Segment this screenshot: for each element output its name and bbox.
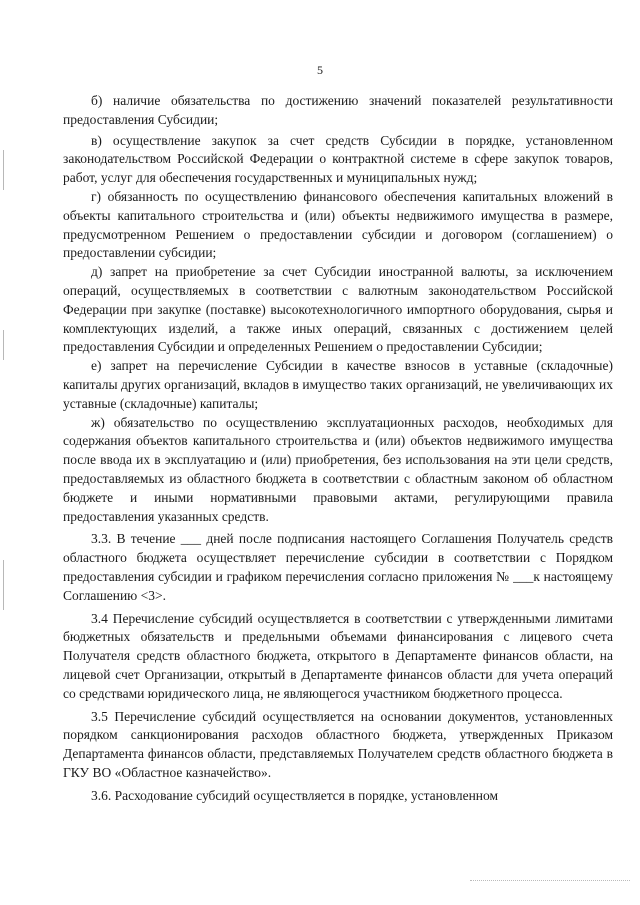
page-number: 5 bbox=[317, 63, 323, 77]
paragraph-item-g: г) обязанность по осуществлению финансового обеспечения капитальных вложений в объекты капитального строительства и (или) объекты недвижимого имущества в размере, предусмотренном Решением о предоставлении субсидии и договором (соглашением) о предоставлении субсидии; bbox=[63, 188, 613, 261]
paragraph-item-e: е) запрет на перечисление Субсидии в качестве взносов в уставные (складочные) капиталы других организаций, вкладов в имущество таких организаций, не увеличивающих их уставные (складочные) капиталы; bbox=[63, 358, 613, 411]
paragraph-item-v: в) осуществление закупок за счет средств Субсидии в порядке, установленном законодательством Российской Федерации о контрактной системе в сфере закупок товаров, работ, услуг для обеспечения государственных и муниципальных нужд; bbox=[63, 132, 613, 186]
paragraph-section-3-4: 3.4 Перечисление субсидий осуществляется в соответствии с утвержденными лимитами бюджетных обязательств и предельными объемами финансирования с лицевого счета Получателя средств областного бюджета, открытого в Департаменте финансов области, на лицевой счет Организации, открытый в Департаменте финансов области для учета операций со средствами юридического лица, не являющегося участником бюджетного процесса. bbox=[63, 610, 613, 701]
paragraph-item-d: д) запрет на приобретение за счет Субсидии иностранной валюты, за исключением операций, осуществляемых в соответствии с валютным законодательством Российской Федерации при закупке (поставке) высокотехнологичного импортного оборудования, сырья и комплектующих изделий, а также иных операций, связанных с достижением целей предоставления Субсидии и определенных Решением о предоставлении Субсидии; bbox=[63, 264, 613, 355]
document-body bbox=[63, 92, 613, 805]
paragraph-section-3-3: 3.3. В течение ___ дней после подписания настоящего Соглашения Получатель средств областного бюджета осуществляет перечисление субсидии в соответствии с Порядком предоставления субсидии и графиком перечисления согласно приложения № ___к настоящему Соглашению <3>. bbox=[63, 531, 613, 603]
scan-edge-mark bbox=[3, 560, 4, 610]
paragraph-item-b: б) наличие обязательства по достижению значений показателей результативности предоставления Субсидии; bbox=[63, 93, 613, 127]
paragraph-section-3-5: 3.5 Перечисление субсидий осуществляется на основании документов, установленных порядком санкционирования расходов областного бюджета, утвержденных Приказом Департамента финансов области, представляемых Получателем средств областного бюджета в ГКУ ВО «Областное казначейство». bbox=[63, 708, 613, 780]
paragraph-section-3-6: 3.6. Расходование субсидий осуществляется в порядке, установленном bbox=[91, 787, 499, 803]
paragraph-item-zh: ж) обязательство по осуществлению эксплуатационных расходов, необходимых для содержания объектов капитального строительства и (или) объектов недвижимого имущества после ввода их в эксплуатацию и (или) приобретения, без использования на эти цели средств, предоставляемых из областного бюджета в соответствии с областным законом об областном бюджете и иными нормативными правовыми актами, регулирующими правила предоставления указанных средств. bbox=[63, 414, 613, 524]
scan-artifact bbox=[470, 880, 630, 882]
scan-edge-mark bbox=[3, 150, 4, 190]
scan-edge-mark bbox=[3, 330, 4, 360]
